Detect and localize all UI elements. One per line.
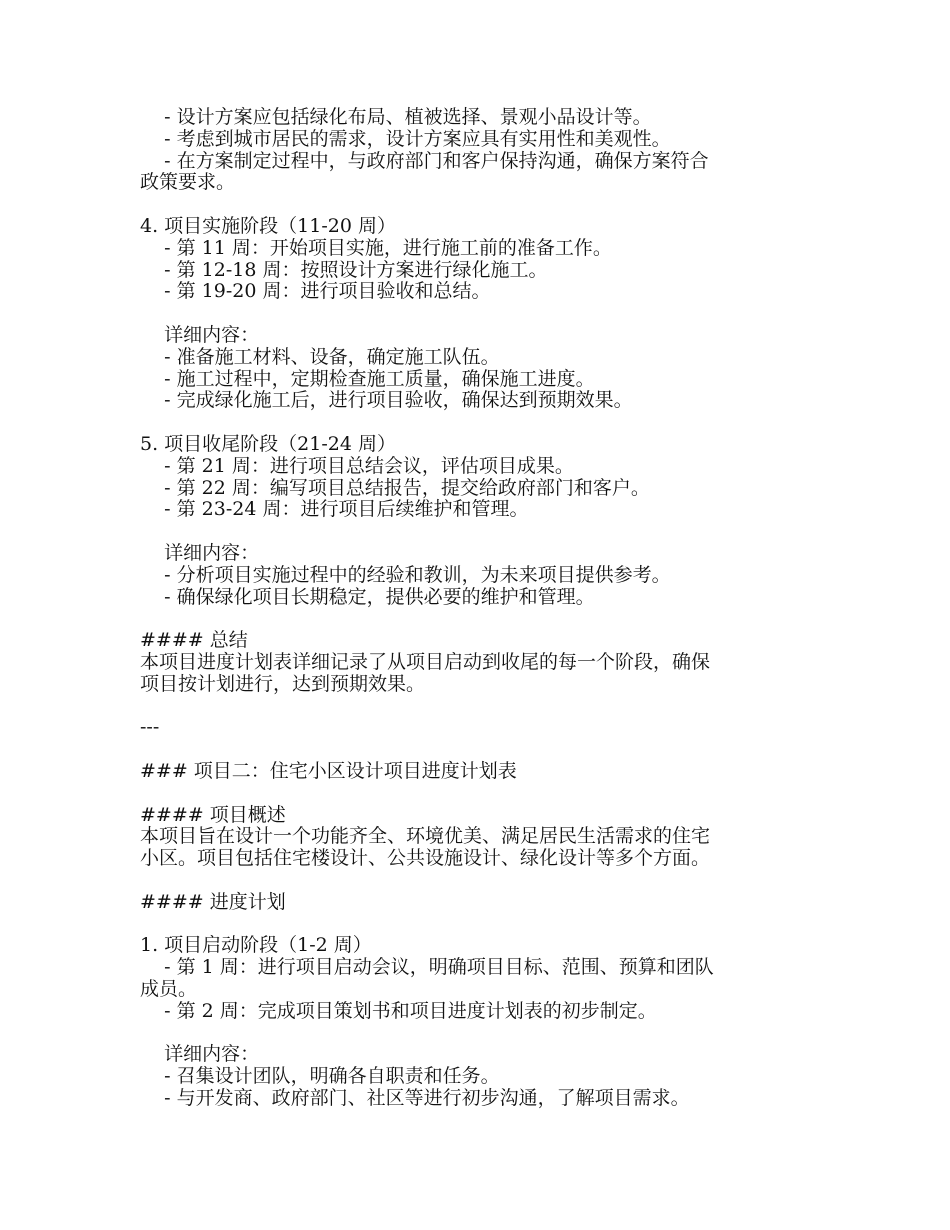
text-line: 小区。项目包括住宅楼设计、公共设施设计、绿化设计等多个方面。: [140, 847, 711, 870]
blank-line: [140, 303, 820, 325]
text-line: 项目按计划进行，达到预期效果。: [140, 672, 426, 695]
text-line: - 设计方案应包括绿化布局、植被选择、景观小品设计等。: [140, 106, 652, 128]
text-line: ---: [140, 716, 160, 739]
blank-line: [140, 870, 820, 892]
text-line: - 分析项目实施过程中的经验和教训，为未来项目提供参考。: [140, 563, 671, 586]
text-line: #### 项目概述: [140, 803, 286, 826]
document-body: [140, 107, 820, 1110]
text-line: - 完成绿化施工后，进行项目验收，确保达到预期效果。: [140, 389, 633, 412]
text-line: 成员。: [140, 977, 198, 1000]
blank-line: [140, 608, 820, 630]
blank-line: [140, 783, 820, 805]
blank-line: [140, 194, 820, 216]
text-line: 1. 项目启动阶段（1-2 周）: [140, 934, 372, 957]
text-line: 详细内容：: [140, 323, 260, 346]
text-line: - 考虑到城市居民的需求，设计方案应具有实用性和美观性。: [140, 127, 671, 150]
text-line: - 第 21 周：进行项目总结会议，评估项目成果。: [140, 454, 574, 477]
text-line: #### 进度计划: [140, 890, 286, 913]
text-line: - 准备施工材料、设备，确定施工队伍。: [140, 345, 500, 368]
text-line: - 第 11 周：开始项目实施，进行施工前的准备工作。: [140, 236, 612, 259]
text-line: ### 项目二：住宅小区设计项目进度计划表: [140, 759, 517, 782]
text-line: 5. 项目收尾阶段（21-24 周）: [140, 432, 396, 455]
text-line: 详细内容：: [140, 541, 260, 564]
blank-line: [140, 1022, 820, 1044]
blank-line: [140, 696, 820, 718]
blank-line: [140, 412, 820, 434]
text-line: 详细内容：: [140, 1043, 260, 1066]
text-line: - 与开发商、政府部门、社区等进行初步沟通，了解项目需求。: [140, 1086, 690, 1109]
text-line: 政策要求。: [140, 171, 236, 194]
blank-line: [140, 913, 820, 935]
text-line: - 第 12-18 周：按照设计方案进行绿化施工。: [140, 258, 548, 281]
text-line: - 在方案制定过程中，与政府部门和客户保持沟通，确保方案符合: [140, 149, 709, 172]
text-line: - 第 19-20 周：进行项目验收和总结。: [140, 280, 491, 303]
text-line: 本项目进度计划表详细记录了从项目启动到收尾的每一个阶段，确保: [140, 650, 711, 673]
blank-line: [140, 521, 820, 543]
text-line: - 第 1 周：进行项目启动会议，明确项目目标、范围、预算和团队: [140, 956, 714, 979]
text-line: 4. 项目实施阶段（11-20 周）: [140, 214, 396, 237]
text-line: - 第 22 周：编写项目总结报告，提交给政府部门和客户。: [140, 476, 650, 499]
blank-line: [140, 739, 820, 761]
text-line: - 召集设计团队，明确各自职责和任务。: [140, 1065, 500, 1088]
text-line: 本项目旨在设计一个功能齐全、环境优美、满足居民生活需求的住宅: [140, 825, 711, 848]
text-line: - 确保绿化项目长期稳定，提供必要的维护和管理。: [140, 585, 595, 608]
text-line: - 第 23-24 周：进行项目后续维护和管理。: [140, 498, 529, 521]
text-line: - 第 2 周：完成项目策划书和项目进度计划表的初步制定。: [140, 999, 657, 1022]
text-line: #### 总结: [140, 629, 248, 652]
text-line: - 施工过程中，定期检查施工质量，确保施工进度。: [140, 367, 595, 390]
